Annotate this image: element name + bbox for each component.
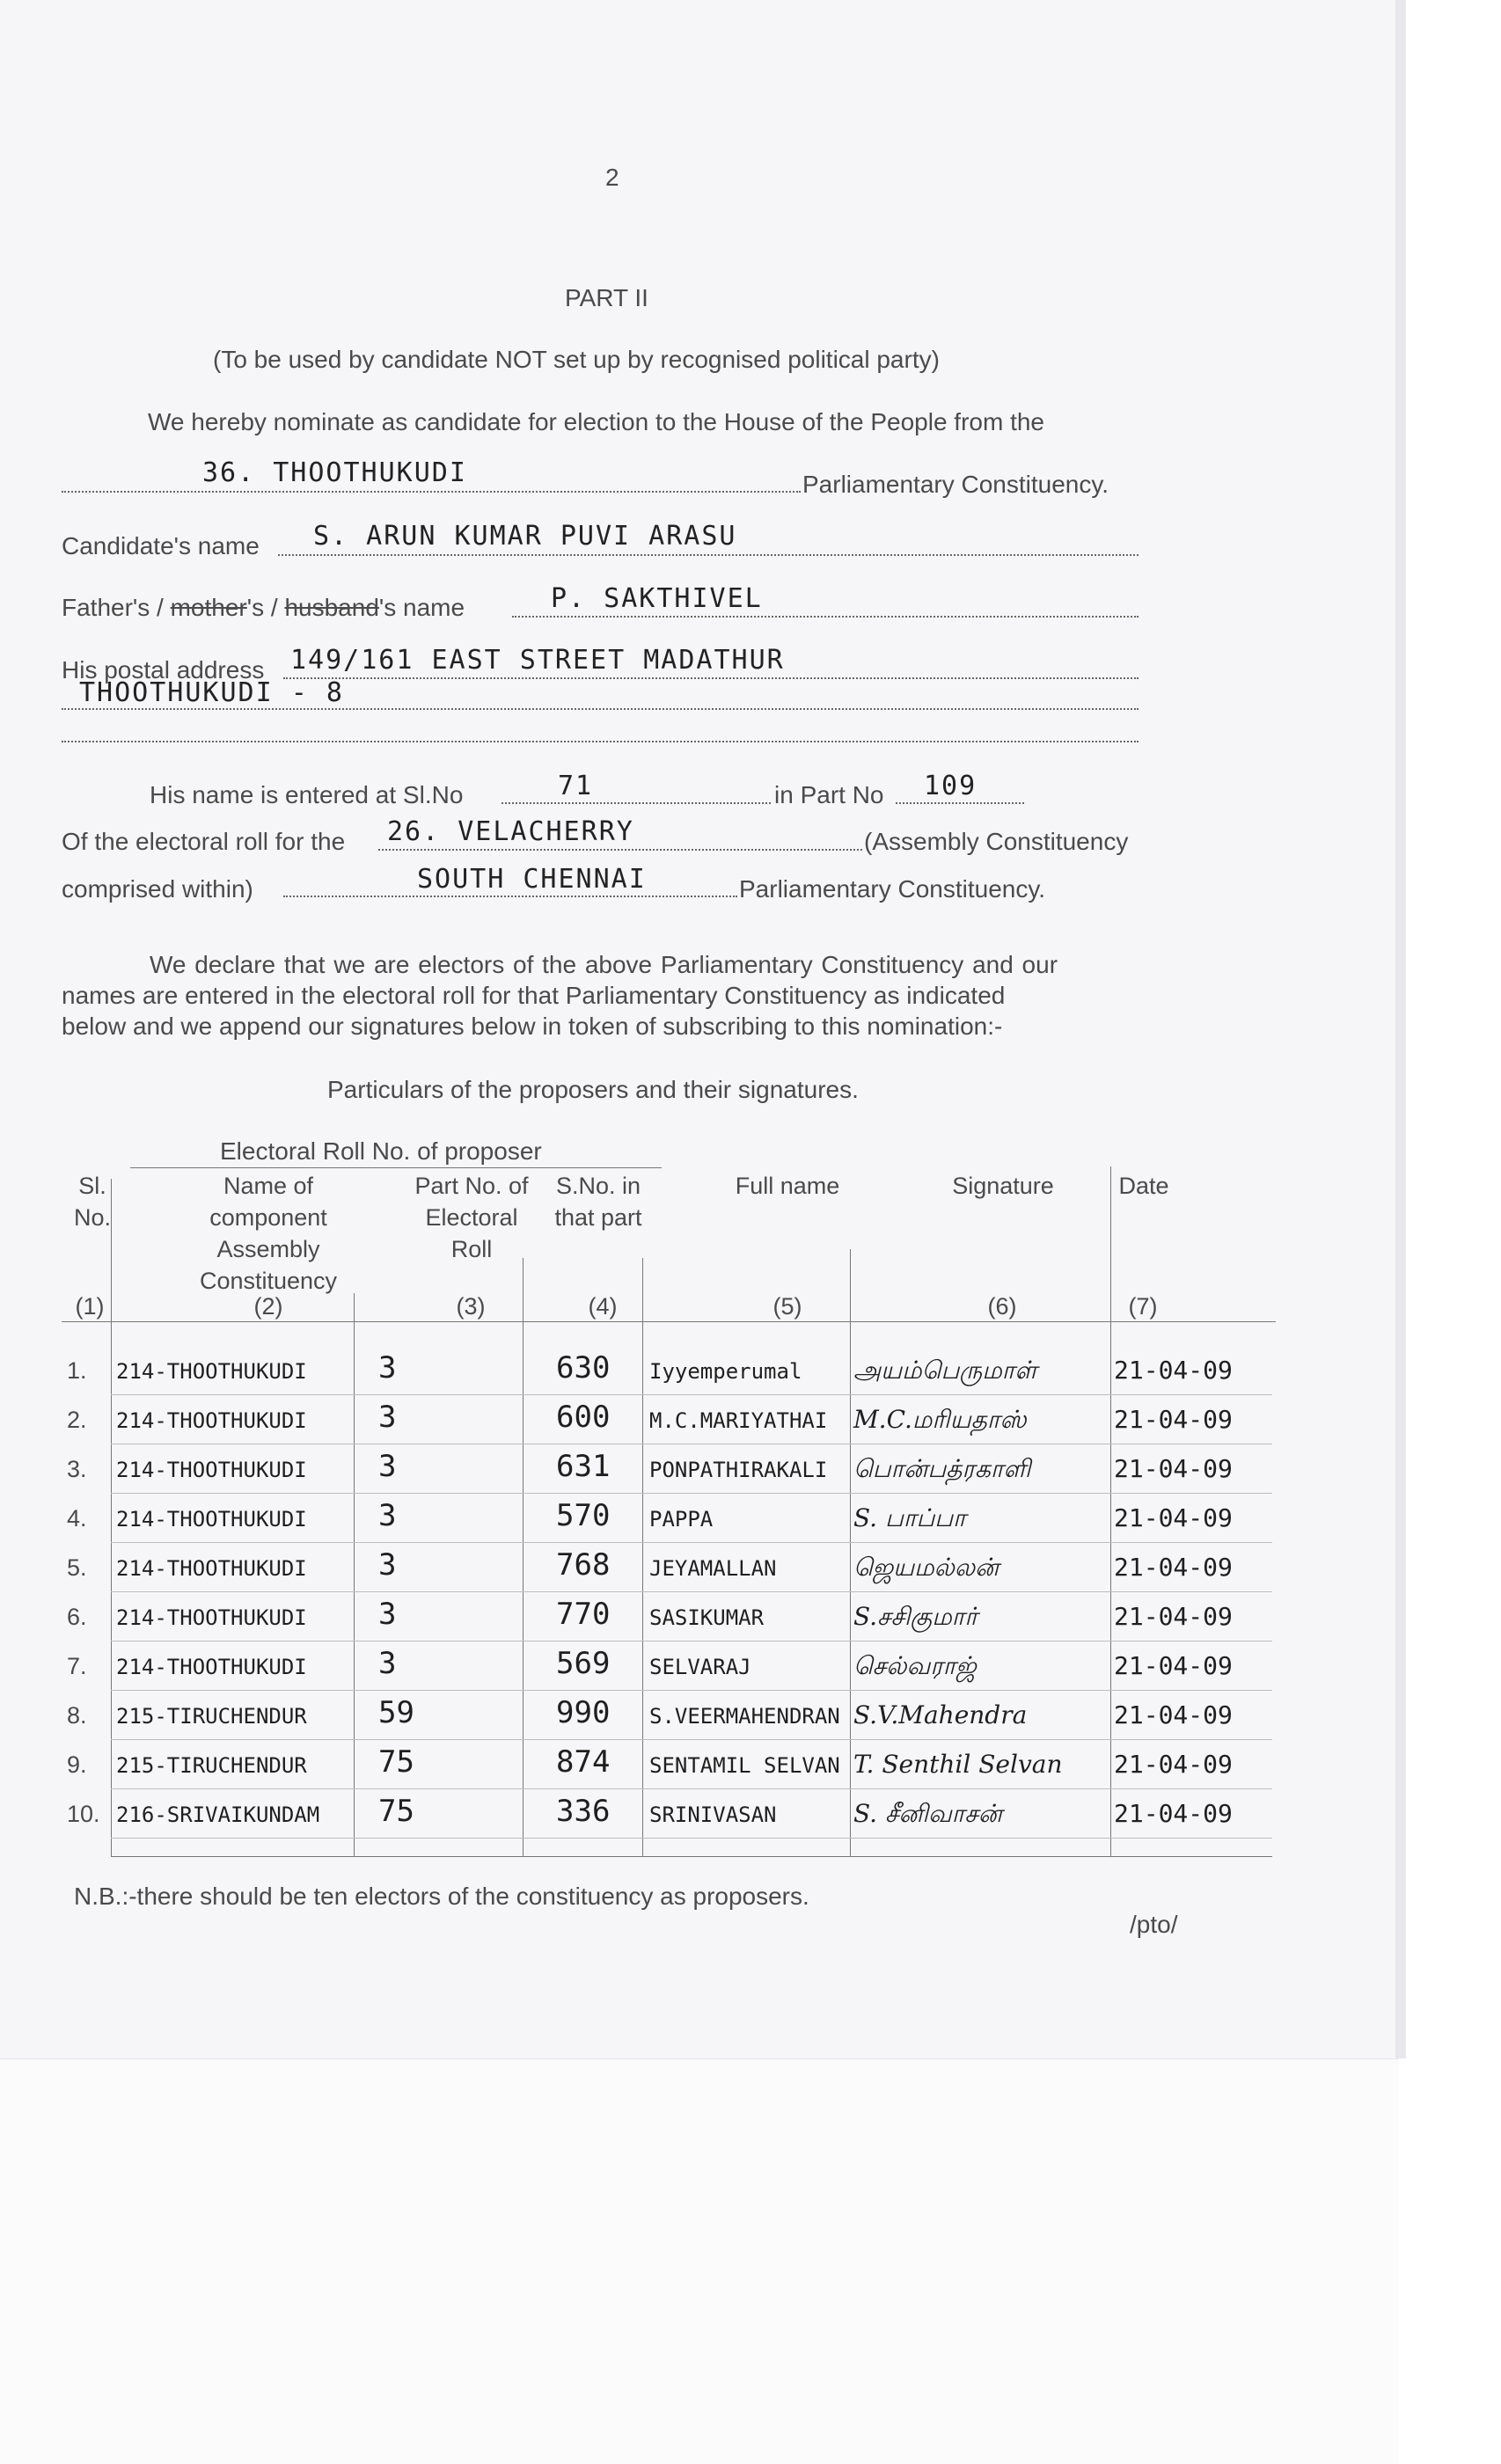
row-signature: S. சீனிவாசன் xyxy=(853,1799,1003,1828)
row-date: 21-04-09 xyxy=(1114,1454,1233,1483)
address-line-1 xyxy=(283,677,1139,679)
row-date: 21-04-09 xyxy=(1114,1503,1233,1532)
row-number: 4. xyxy=(67,1505,87,1532)
row-signature: S.V.Mahendra xyxy=(853,1700,1028,1729)
row-rule xyxy=(111,1591,1272,1592)
row-rule xyxy=(111,1788,1272,1789)
group-header: Electoral Roll No. of proposer xyxy=(220,1137,542,1165)
constituency-suffix: Parliamentary Constituency. xyxy=(802,471,1109,498)
intro-text: We hereby nominate as candidate for election to the House of the People from the xyxy=(148,408,1044,435)
row-date: 21-04-09 xyxy=(1114,1405,1233,1434)
row-sno: 874 xyxy=(556,1744,611,1780)
constituency-value: 36. THOOTHUKUDI xyxy=(202,457,467,488)
row-number: 5. xyxy=(67,1554,87,1581)
grid-h-header xyxy=(62,1321,1276,1322)
row-signature: T. Senthil Selvan xyxy=(853,1750,1063,1779)
row-part: 75 xyxy=(378,1794,414,1829)
father-label: Father's / mother's / husband's name xyxy=(62,594,465,621)
row-name: PONPATHIRAKALI xyxy=(649,1458,828,1482)
parliamentary-line xyxy=(283,896,737,897)
row-component: 214-THOOTHUKUDI xyxy=(116,1359,307,1384)
row-rule xyxy=(111,1838,1272,1839)
row-name: SRINIVASAN xyxy=(649,1802,777,1827)
row-number: 3. xyxy=(67,1456,87,1482)
colnum-2: (2) xyxy=(253,1293,283,1320)
row-component: 214-THOOTHUKUDI xyxy=(116,1556,307,1581)
row-date: 21-04-09 xyxy=(1114,1799,1233,1828)
father-line xyxy=(512,616,1139,618)
candidate-label: Candidate's name xyxy=(62,532,260,559)
row-name: SELVARAJ xyxy=(649,1655,751,1679)
row-rule xyxy=(111,1394,1272,1395)
sl-no-value: 71 xyxy=(558,771,594,801)
part-no-value: 109 xyxy=(924,771,977,801)
header-part: Part No. of Electoral Roll xyxy=(414,1173,529,1262)
row-signature: S. பாப்பா xyxy=(853,1503,966,1532)
row-signature: அயம்பெருமாள் xyxy=(853,1356,1037,1385)
row-signature: M.C.மரியதாஸ் xyxy=(853,1405,1027,1434)
row-name: M.C.MARIYATHAI xyxy=(649,1408,828,1433)
grid-v-2 xyxy=(354,1293,355,1856)
candidate-line xyxy=(278,554,1139,556)
row-sno: 630 xyxy=(556,1350,611,1386)
row-component: 215-TIRUCHENDUR xyxy=(116,1704,307,1729)
row-date: 21-04-09 xyxy=(1114,1750,1233,1779)
grid-v-1 xyxy=(111,1179,112,1856)
row-date: 21-04-09 xyxy=(1114,1553,1233,1582)
colnum-7: (7) xyxy=(1128,1293,1158,1320)
address-label: His postal address xyxy=(62,656,265,684)
roll-label: Of the electoral roll for the xyxy=(62,828,346,855)
pto-label: /pto/ xyxy=(1130,1911,1178,1938)
parliamentary-suffix: Parliamentary Constituency. xyxy=(739,875,1046,903)
sl-no-line xyxy=(502,802,771,804)
row-part: 59 xyxy=(378,1695,414,1730)
assembly-value: 26. VELACHERRY xyxy=(387,816,634,847)
colnum-4: (4) xyxy=(588,1293,618,1320)
part-no-line xyxy=(896,802,1024,804)
row-part: 3 xyxy=(378,1449,397,1484)
row-number: 1. xyxy=(67,1357,87,1384)
header-name: Full name xyxy=(735,1173,840,1199)
row-signature: S.சசிகுமார் xyxy=(853,1602,978,1631)
row-component: 214-THOOTHUKUDI xyxy=(116,1605,307,1630)
row-sno: 768 xyxy=(556,1547,611,1583)
row-component: 216-SRIVAIKUNDAM xyxy=(116,1802,320,1827)
declaration-line-3: below and we append our signatures below in token of subscribing to this nomination:- xyxy=(62,1013,1003,1040)
row-signature: செல்வராஜ் xyxy=(853,1651,977,1680)
row-part: 3 xyxy=(378,1350,397,1386)
footnote: N.B.:-there should be ten electors of the constituency as proposers. xyxy=(74,1883,809,1910)
row-part: 3 xyxy=(378,1498,397,1533)
row-sno: 770 xyxy=(556,1597,611,1632)
address-line-3 xyxy=(62,741,1139,742)
row-part: 3 xyxy=(378,1547,397,1583)
header-component: Name of component Assembly Constituency xyxy=(199,1173,338,1294)
page-number: 2 xyxy=(605,164,619,191)
row-rule xyxy=(111,1739,1272,1740)
colnum-3: (3) xyxy=(456,1293,486,1320)
assembly-suffix: (Assembly Constituency xyxy=(864,828,1129,855)
row-sno: 600 xyxy=(556,1400,611,1435)
address-value-2: THOOTHUKUDI - 8 xyxy=(79,677,344,708)
row-part: 3 xyxy=(378,1646,397,1681)
row-component: 215-TIRUCHENDUR xyxy=(116,1753,307,1778)
row-name: PAPPA xyxy=(649,1507,714,1532)
row-number: 2. xyxy=(67,1407,87,1433)
row-name: S.VEERMAHENDRAN xyxy=(649,1704,840,1729)
row-number: 6. xyxy=(67,1604,87,1630)
header-sl: Sl. No. xyxy=(73,1173,112,1231)
header-sno: S.No. in that part xyxy=(554,1173,642,1231)
row-rule xyxy=(111,1690,1272,1691)
row-signature: பொன்பத்ரகாளி xyxy=(853,1454,1031,1483)
parliamentary-value: SOUTH CHENNAI xyxy=(417,864,647,895)
page-edge xyxy=(1395,0,1406,2058)
header-date: Date xyxy=(1118,1173,1169,1199)
row-sno: 569 xyxy=(556,1646,611,1681)
grid-v-3 xyxy=(523,1258,524,1856)
row-name: SASIKUMAR xyxy=(649,1605,765,1630)
candidate-name: S. ARUN KUMAR PUVI ARASU xyxy=(313,521,737,552)
entered-label: His name is entered at Sl.No xyxy=(150,781,464,808)
grid-v-4 xyxy=(642,1258,643,1856)
address-line-2 xyxy=(62,708,1139,710)
row-number: 10. xyxy=(67,1801,100,1827)
row-name: Iyyemperumal xyxy=(649,1359,802,1384)
row-name: JEYAMALLAN xyxy=(649,1556,777,1581)
declaration-line-1: We declare that we are electors of the above Parliamentary Constituency and our xyxy=(150,951,1058,978)
row-date: 21-04-09 xyxy=(1114,1602,1233,1631)
row-date: 21-04-09 xyxy=(1114,1356,1233,1385)
group-header-rule xyxy=(130,1167,662,1168)
colnum-5: (5) xyxy=(772,1293,802,1320)
declaration-line-2: names are entered in the electoral roll for that Parliamentary Constituency as indicated xyxy=(62,982,1006,1009)
colnum-1: (1) xyxy=(75,1293,105,1320)
row-signature: ஜெயமல்லன் xyxy=(853,1553,999,1582)
grid-v-6 xyxy=(1110,1166,1111,1856)
underlying-page xyxy=(0,2058,1399,2464)
grid-v-5 xyxy=(850,1249,851,1856)
row-component: 214-THOOTHUKUDI xyxy=(116,1655,307,1679)
row-date: 21-04-09 xyxy=(1114,1651,1233,1680)
colnum-6: (6) xyxy=(987,1293,1017,1320)
row-date: 21-04-09 xyxy=(1114,1700,1233,1729)
part-heading: PART II xyxy=(565,284,648,311)
row-part: 75 xyxy=(378,1744,414,1780)
row-rule xyxy=(111,1542,1272,1543)
row-component: 214-THOOTHUKUDI xyxy=(116,1408,307,1433)
row-sno: 336 xyxy=(556,1794,611,1829)
table-title: Particulars of the proposers and their signatures. xyxy=(327,1076,859,1103)
comprised-label: comprised within) xyxy=(62,875,253,903)
assembly-line xyxy=(378,849,862,851)
row-sno: 990 xyxy=(556,1695,611,1730)
row-part: 3 xyxy=(378,1597,397,1632)
row-name: SENTAMIL SELVAN xyxy=(649,1753,840,1778)
usage-note: (To be used by candidate NOT set up by recognised political party) xyxy=(213,346,940,373)
row-number: 8. xyxy=(67,1702,87,1729)
row-rule xyxy=(111,1493,1272,1494)
row-part: 3 xyxy=(378,1400,397,1435)
header-signature: Signature xyxy=(952,1173,1054,1199)
row-sno: 570 xyxy=(556,1498,611,1533)
constituency-line xyxy=(62,491,801,493)
row-number: 9. xyxy=(67,1751,87,1778)
address-value-1: 149/161 EAST STREET MADATHUR xyxy=(290,645,785,676)
row-number: 7. xyxy=(67,1653,87,1679)
row-component: 214-THOOTHUKUDI xyxy=(116,1458,307,1482)
father-name: P. SAKTHIVEL xyxy=(551,583,763,614)
row-sno: 631 xyxy=(556,1449,611,1484)
grid-h-bottom xyxy=(111,1856,1272,1857)
row-component: 214-THOOTHUKUDI xyxy=(116,1507,307,1532)
part-label: in Part No xyxy=(774,781,884,808)
